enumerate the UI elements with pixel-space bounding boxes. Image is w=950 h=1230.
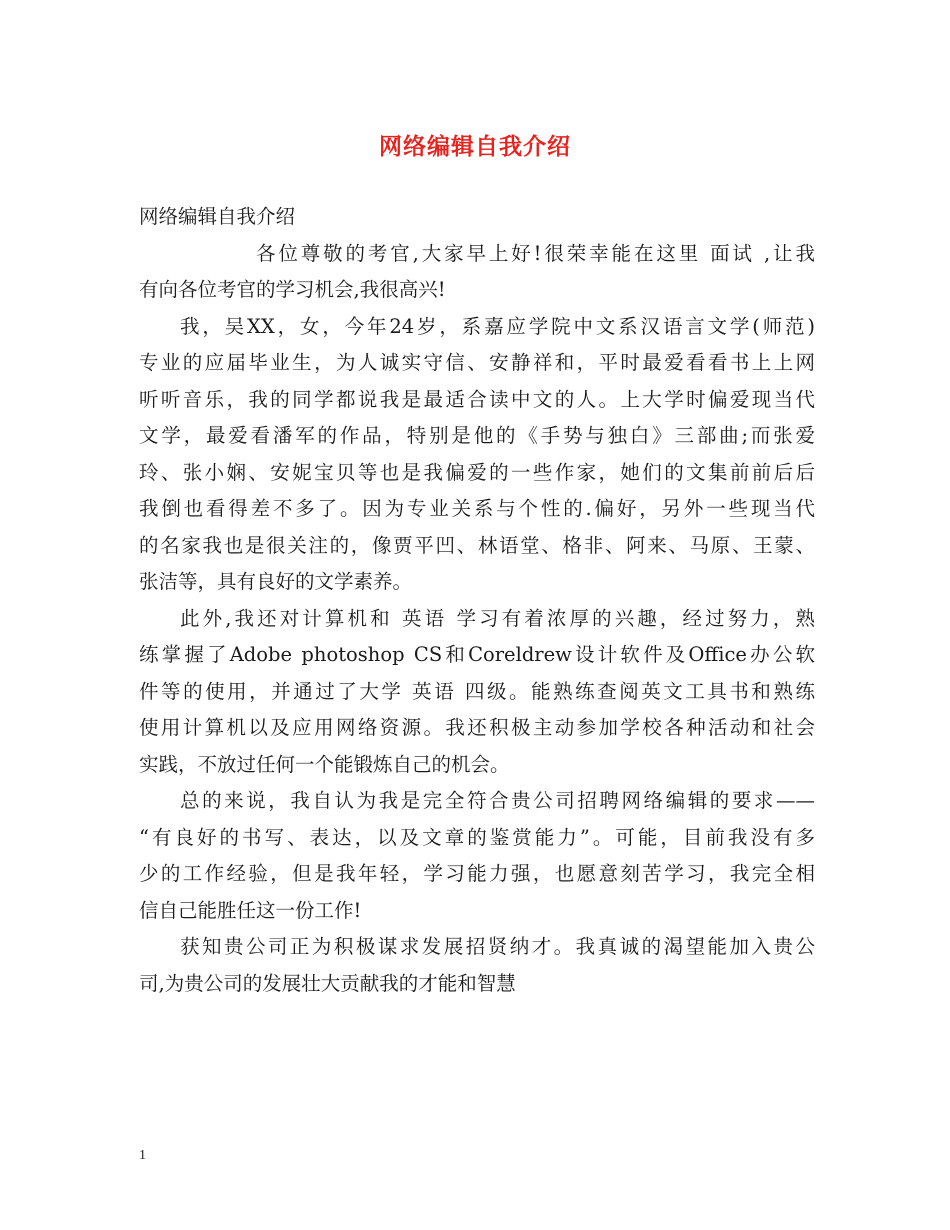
document-body <box>139 199 815 1002</box>
text-line: 专业的应届毕业生，为人诚实守信、安静祥和，平时最爱看看书上上网 <box>139 351 815 374</box>
text-line: 司,为贵公司的发展壮大贡献我的才能和智慧 <box>139 971 516 995</box>
text-line: 练掌握了Adobe photoshop CS和Coreldrew设计软件及Office办公软 <box>139 643 815 666</box>
text-line: 玲、张小娴、安妮宝贝等也是我偏爱的一些作家，她们的文集前前后后 <box>139 460 815 484</box>
text-line: 我，吴XX，女，今年24岁，系嘉应学院中文系汉语言文学(师范) <box>180 314 815 338</box>
text-line: 件等的使用，并通过了大学 英语 四级。能熟练查阅英文工具书和熟练 <box>139 679 815 703</box>
subtitle-line: 网络编辑自我介绍 <box>139 205 296 228</box>
text-line: 此外,我还对计算机和 英语 学习有着浓厚的兴趣，经过努力，熟 <box>180 606 815 630</box>
text-line: 实践，不放过任何一个能锻炼自己的机会。 <box>139 752 510 776</box>
page-number: 1 <box>139 1148 146 1163</box>
text-line: 文学，最爱看潘军的作品，特别是他的《手势与独白》三部曲;而张爱 <box>139 424 815 447</box>
text-line: 各位尊敬的考官,大家早上好!很荣幸能在这里 面试 ,让我 <box>256 241 815 265</box>
text-line: 有向各位考官的学习机会,我很高兴! <box>139 278 446 301</box>
text-line: 的名家我也是很关注的，像贾平凹、林语堂、格非、阿来、马原、王蒙、 <box>139 533 815 557</box>
text-line: 信自己能胜任这一份工作! <box>139 898 362 922</box>
text-line: 少的工作经验，但是我年轻，学习能力强，也愿意刻苦学习，我完全相 <box>139 862 815 885</box>
text-line: 总的来说，我自认为我是完全符合贵公司招聘网络编辑的要求—— <box>180 789 815 812</box>
text-line: “有良好的书写、表达，以及文章的鉴赏能力”。可能，目前我没有多 <box>139 825 815 849</box>
text-line: 我倒也看得差不多了。因为专业关系与个性的.偏好，另外一些现当代 <box>139 497 815 520</box>
document-title: 网络编辑自我介绍 <box>379 133 571 160</box>
text-line: 获知贵公司正为积极谋求发展招贤纳才。我真诚的渴望能加入贵公 <box>180 935 815 958</box>
text-line: 听听音乐，我的同学都说我是最适合读中文的人。上大学时偏爱现当代 <box>139 387 815 411</box>
text-line: 使用计算机以及应用网络资源。我还积极主动参加学校各种活动和社会 <box>139 716 815 739</box>
text-line: 张洁等，具有良好的文学素养。 <box>139 570 413 593</box>
